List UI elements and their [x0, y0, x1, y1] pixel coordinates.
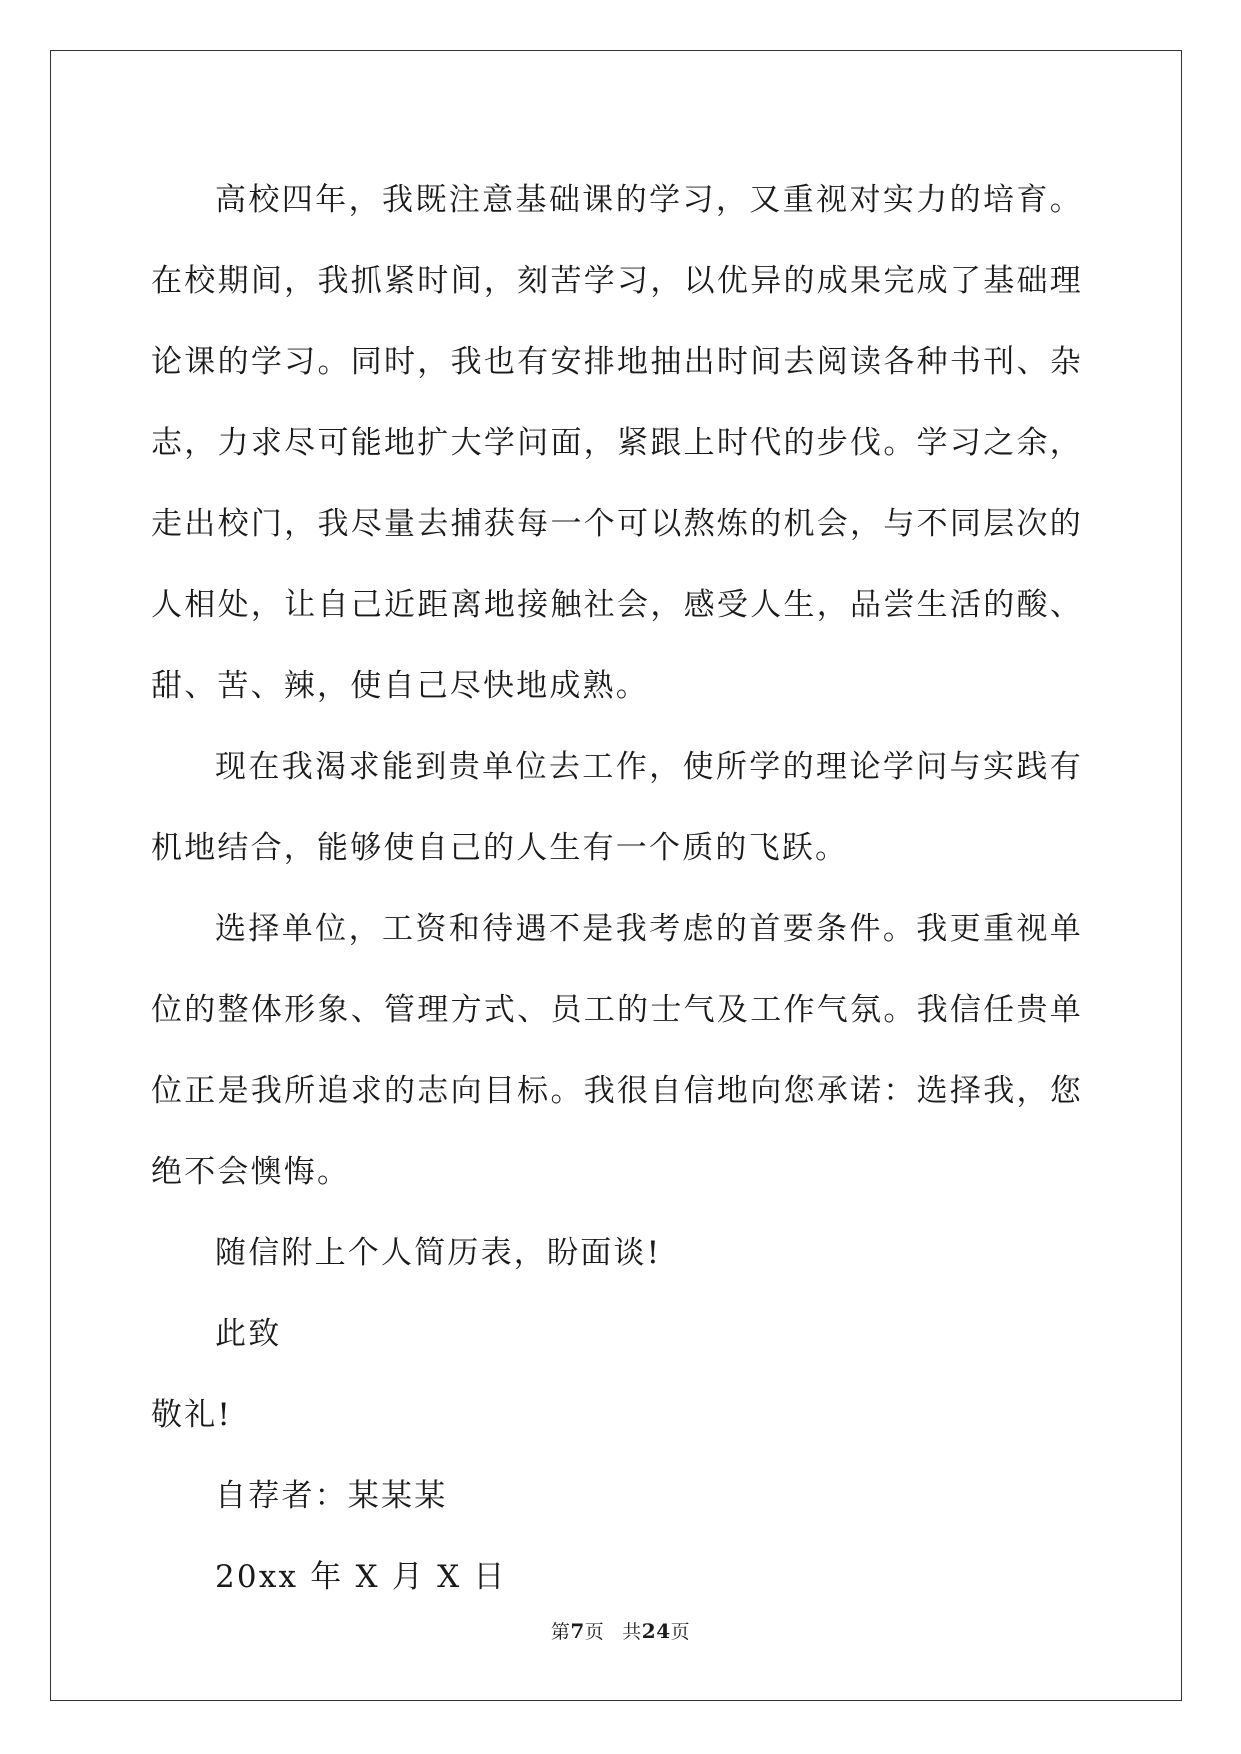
page-prefix: 第 — [550, 1621, 571, 1643]
signature: 自荐者：某某某 — [215, 1478, 448, 1514]
paragraph-aspiration: 现在我渴求能到贵单位去工作，使所学的理论学问与实践有机地结合，能够使自己的人生有一个质的飞跃。 — [151, 749, 1083, 866]
total-pages: 24 — [641, 1619, 671, 1643]
page-suffix: 页 — [584, 1621, 605, 1643]
salutation-jing-li: 敬礼! — [151, 1397, 233, 1433]
total-prefix: 共 — [622, 1621, 642, 1643]
paragraph-attachment: 随信附上个人简历表，盼面谈! — [215, 1235, 662, 1271]
paragraph-study: 高校四年，我既注意基础课的学习，又重视对实力的培育。在校期间，我抓紧时间，刻苦学习，以优异的成果完成了基础理论课的学习。同时，我也有安排地抽出时间去阅读各种书刊、杂志，力求尽可能地扩大学问面，紧跟上时代的步伐。学习之余，走出校门，我尽量去捕获每一个可以熬炼的机会，与不同层次的人相处，让自己近距离地接触社会，感受人生，品尝生活的酸、甜、苦、辣，使自己尽快地成熟。 — [151, 182, 1083, 704]
page-number: 7 — [570, 1619, 585, 1643]
total-suffix: 页 — [670, 1621, 691, 1643]
paragraph-choice: 选择单位，工资和待遇不是我考虑的首要条件。我更重视单位的整体形象、管理方式、员工的士气及工作气氛。我信任贵单位正是我所追求的志向目标。我很自信地向您承诺：选择我，您绝不会懊悔。 — [151, 911, 1083, 1190]
page-footer — [0, 1617, 1241, 1644]
salutation-ci-zhi: 此致 — [215, 1316, 282, 1352]
date: 20xx 年 X 月 X 日 — [215, 1559, 507, 1595]
letter-body — [151, 160, 1083, 1618]
